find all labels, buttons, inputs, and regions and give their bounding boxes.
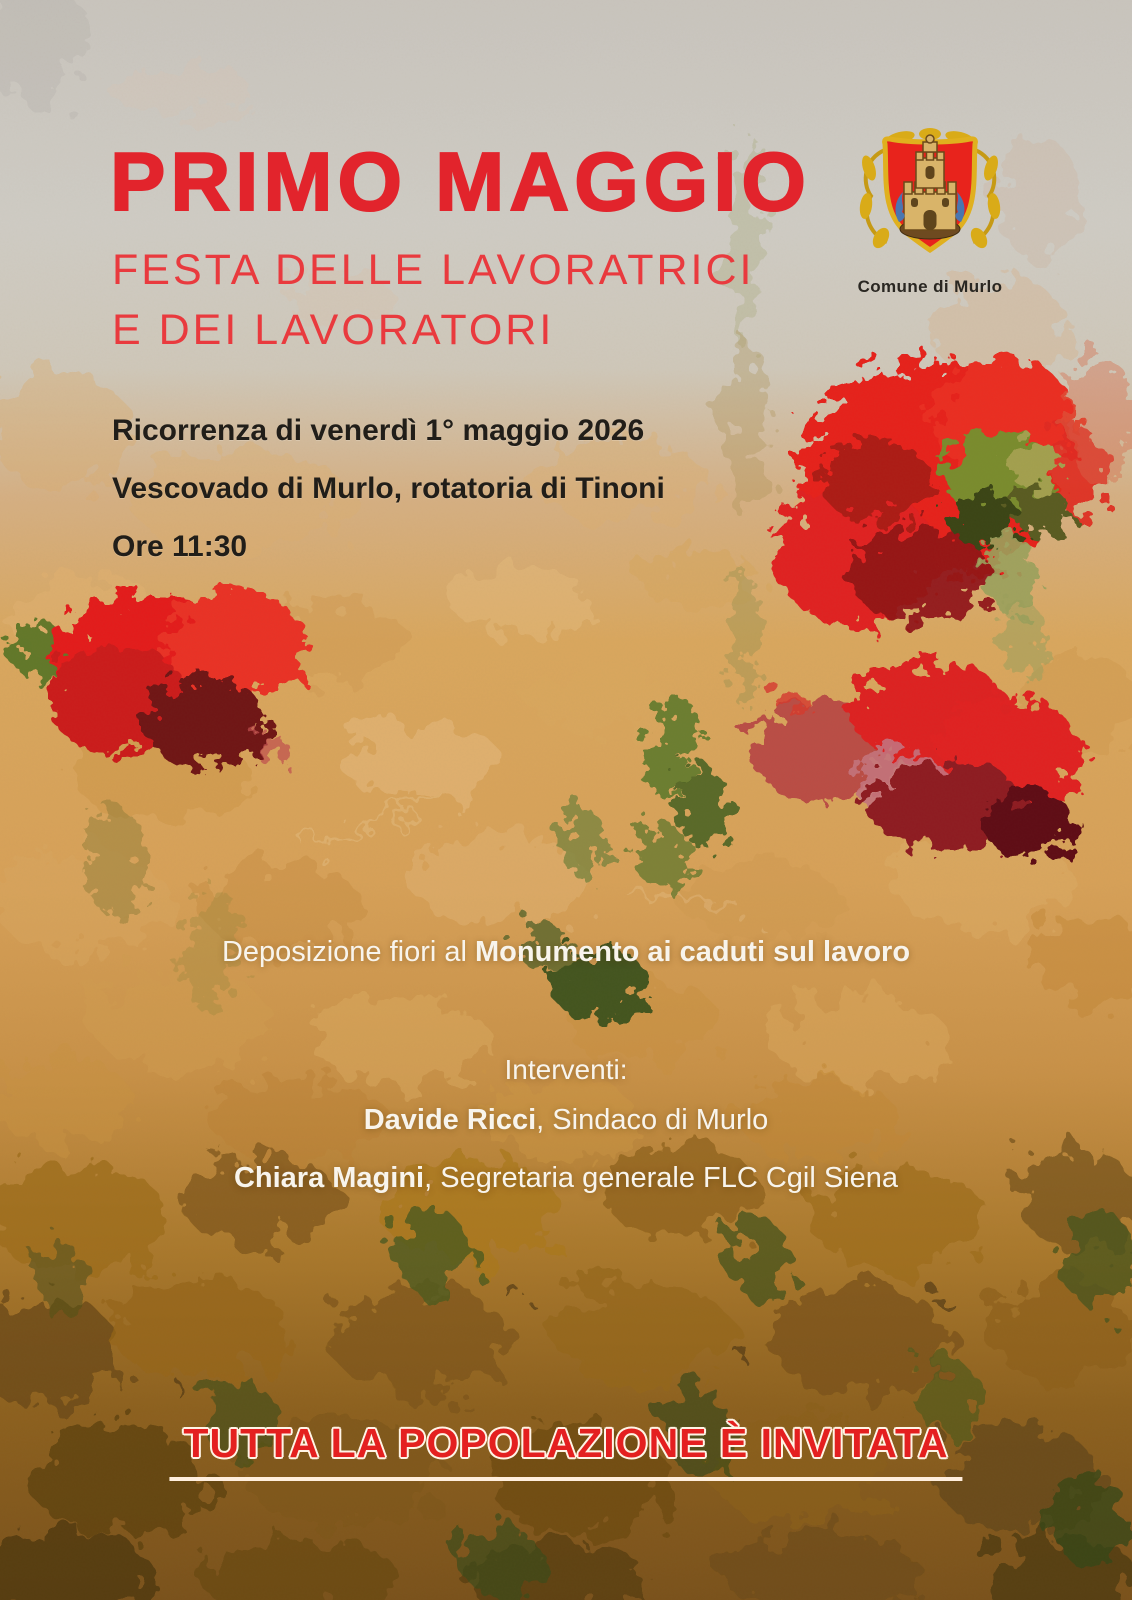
speaker-name: Davide Ricci [363,1104,537,1136]
municipal-crest-block [846,126,1014,297]
speaker-role: , Segretaria generale FLC Cgil Siena [424,1162,899,1194]
speaker-line [0,1104,1132,1137]
speakers-heading: Interventi: [504,1054,628,1085]
crest-caption: Comune di Murlo [857,277,1003,296]
comune-di-murlo-crest-icon [855,126,1005,268]
speaker-name: Chiara Magini [233,1162,425,1194]
speaker-role: , Sindaco di Murlo [536,1104,769,1136]
ceremony-prefix: Deposizione fiori al [221,936,476,968]
poster-title: PRIMO MAGGIO [110,135,811,228]
event-location: Vescovado di Murlo, rotatoria di Tinoni [112,472,665,505]
ceremony-highlight: Monumento ai caduti sul lavoro [475,936,911,968]
event-details [112,402,665,576]
event-date: Ricorrenza di venerdì 1° maggio 2026 [112,414,645,447]
invitation-banner: TUTTA LA POPOLAZIONE È INVITATA [169,1420,962,1481]
ceremony-line [0,936,1132,969]
poster-subtitle [112,240,755,360]
speaker-line [0,1162,1132,1195]
subtitle-line-2: E DEI LAVORATORI [112,306,555,354]
event-time: Ore 11:30 [112,530,248,563]
subtitle-line-1: FESTA DELLE LAVORATRICI [112,246,755,294]
